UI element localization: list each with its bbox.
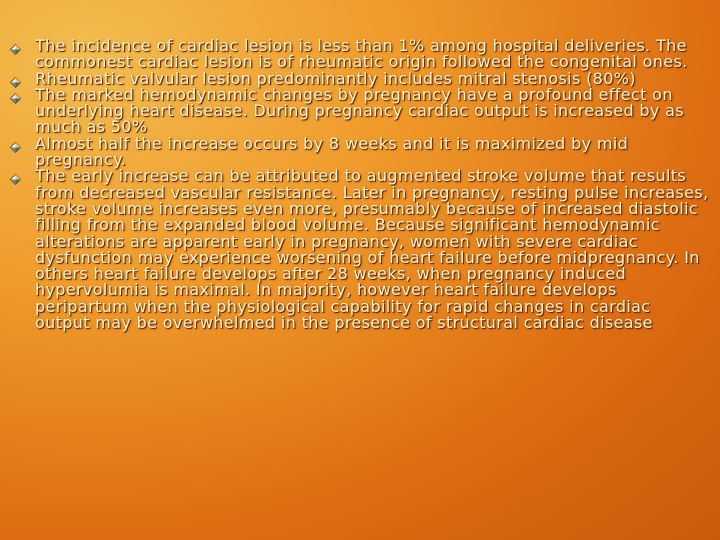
diamond-bullet-icon: [10, 140, 21, 151]
bullet-item: [10, 38, 710, 71]
diamond-bullet-icon: [10, 75, 21, 86]
diamond-bullet-icon: [10, 42, 21, 53]
bullet-item: [10, 84, 710, 137]
bullet-list: [10, 38, 710, 331]
diamond-bullet-icon: [10, 91, 21, 102]
diamond-bullet-icon: [10, 172, 21, 183]
bullet-text: The marked hemodynamic changes by pregnancy have a profound effect on underlying heart disease. During pregnancy cardiac output is increased by as much as 50%: [35, 84, 684, 137]
bullet-item: [10, 133, 710, 170]
bullet-text: Almost half the increase occurs by 8 weeks and it is maximized by mid pregnancy.: [35, 133, 629, 170]
bullet-text: Rheumatic valvular lesion predominantly includes mitral stenosis (80%): [35, 68, 636, 88]
bullet-text: The early increase can be attributed to augmented stroke volume that results from decreased vascular resistance. Later in pregnancy, resting pulse increases, stroke volume increases even more, presumably because of increased diastolic filling from the expanded blood volume. Because significant hemodynamic alterations are apparent early in pregnancy, women with severe cardiac dysfunction may experience worsening of heart failure before midpregnancy. In others heart failure develops after 28 weeks, when pregnancy induced hypervolumia is maximal. In majority, however heart failure develops peripartum when the physiological capability for rapid changes in cardiac output may be overwhelmed in the presence of structural cardiac disease: [35, 166, 709, 333]
bullet-item: [10, 168, 710, 331]
bullet-text: The incidence of cardiac lesion is less than 1% among hospital deliveries. The commonest cardiac lesion is of rheumatic origin followed the congenital ones.: [35, 36, 688, 72]
